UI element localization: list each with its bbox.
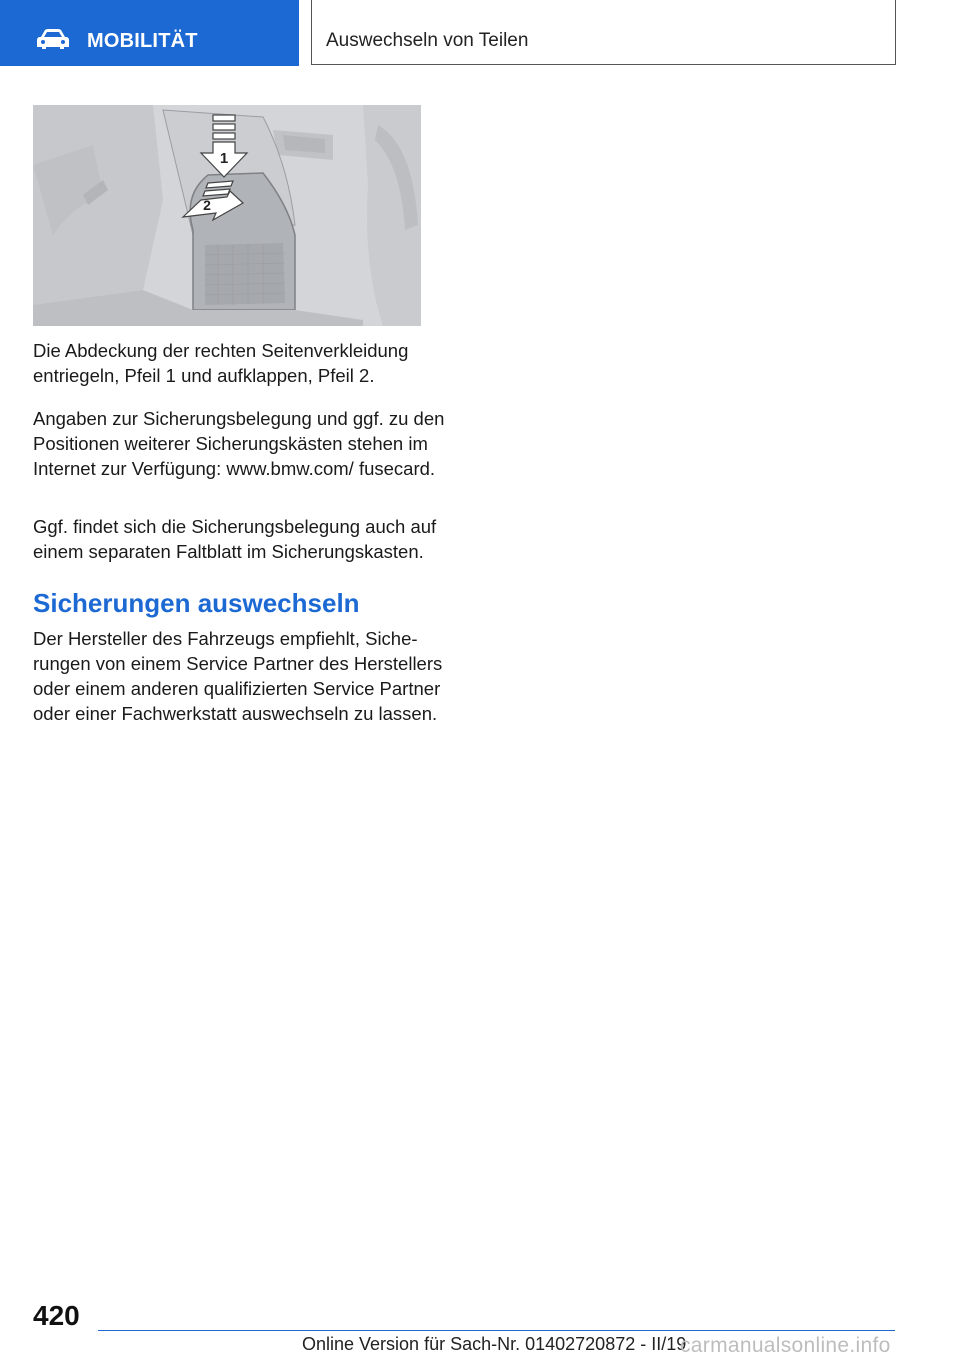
section-heading: Sicherungen auswechseln <box>33 588 360 618</box>
trunk-side-panel-illustration <box>33 105 421 326</box>
category-title: MOBILITÄT <box>87 30 198 52</box>
section-title: Auswechseln von Teilen <box>326 30 529 51</box>
car-icon <box>36 28 70 50</box>
note-paragraph: Ggf. findet sich die Sicherungsbelegung auch auf einem separaten Faltblatt im Sicherungskasten. <box>33 516 437 562</box>
section-header <box>311 0 896 65</box>
footer-online-version: Online Version für Sach-Nr. 01402720872 - II/19 <box>302 1334 687 1354</box>
page-number: 420 <box>33 1300 80 1331</box>
footer-divider <box>98 1330 895 1331</box>
arrow-1-label: 1 <box>219 150 229 167</box>
header-category-tab <box>0 0 299 66</box>
info-paragraph: Angaben zur Sicherungsbelegung und ggf. zu den Positionen weiterer Sicherungskästen stehen im Internet zur Verfügung: www.bmw.com/ fusecard. <box>33 408 445 479</box>
figure-caption: Die Abdeckung der rechten Seitenverkleidung entriegeln, Pfeil 1 und aufklappen, Pfeil 2. <box>33 340 409 386</box>
arrow-2-label: 2 <box>203 197 211 213</box>
body-paragraph: Der Hersteller des Fahrzeugs empfiehlt, Sicherungen von einem Service Partner des Herstellers oder einem anderen qualifizierten Service Partner oder einer Fachwerkstatt auswechseln zu lassen. <box>33 628 443 724</box>
watermark: carmanualsonline.info <box>680 1334 891 1357</box>
